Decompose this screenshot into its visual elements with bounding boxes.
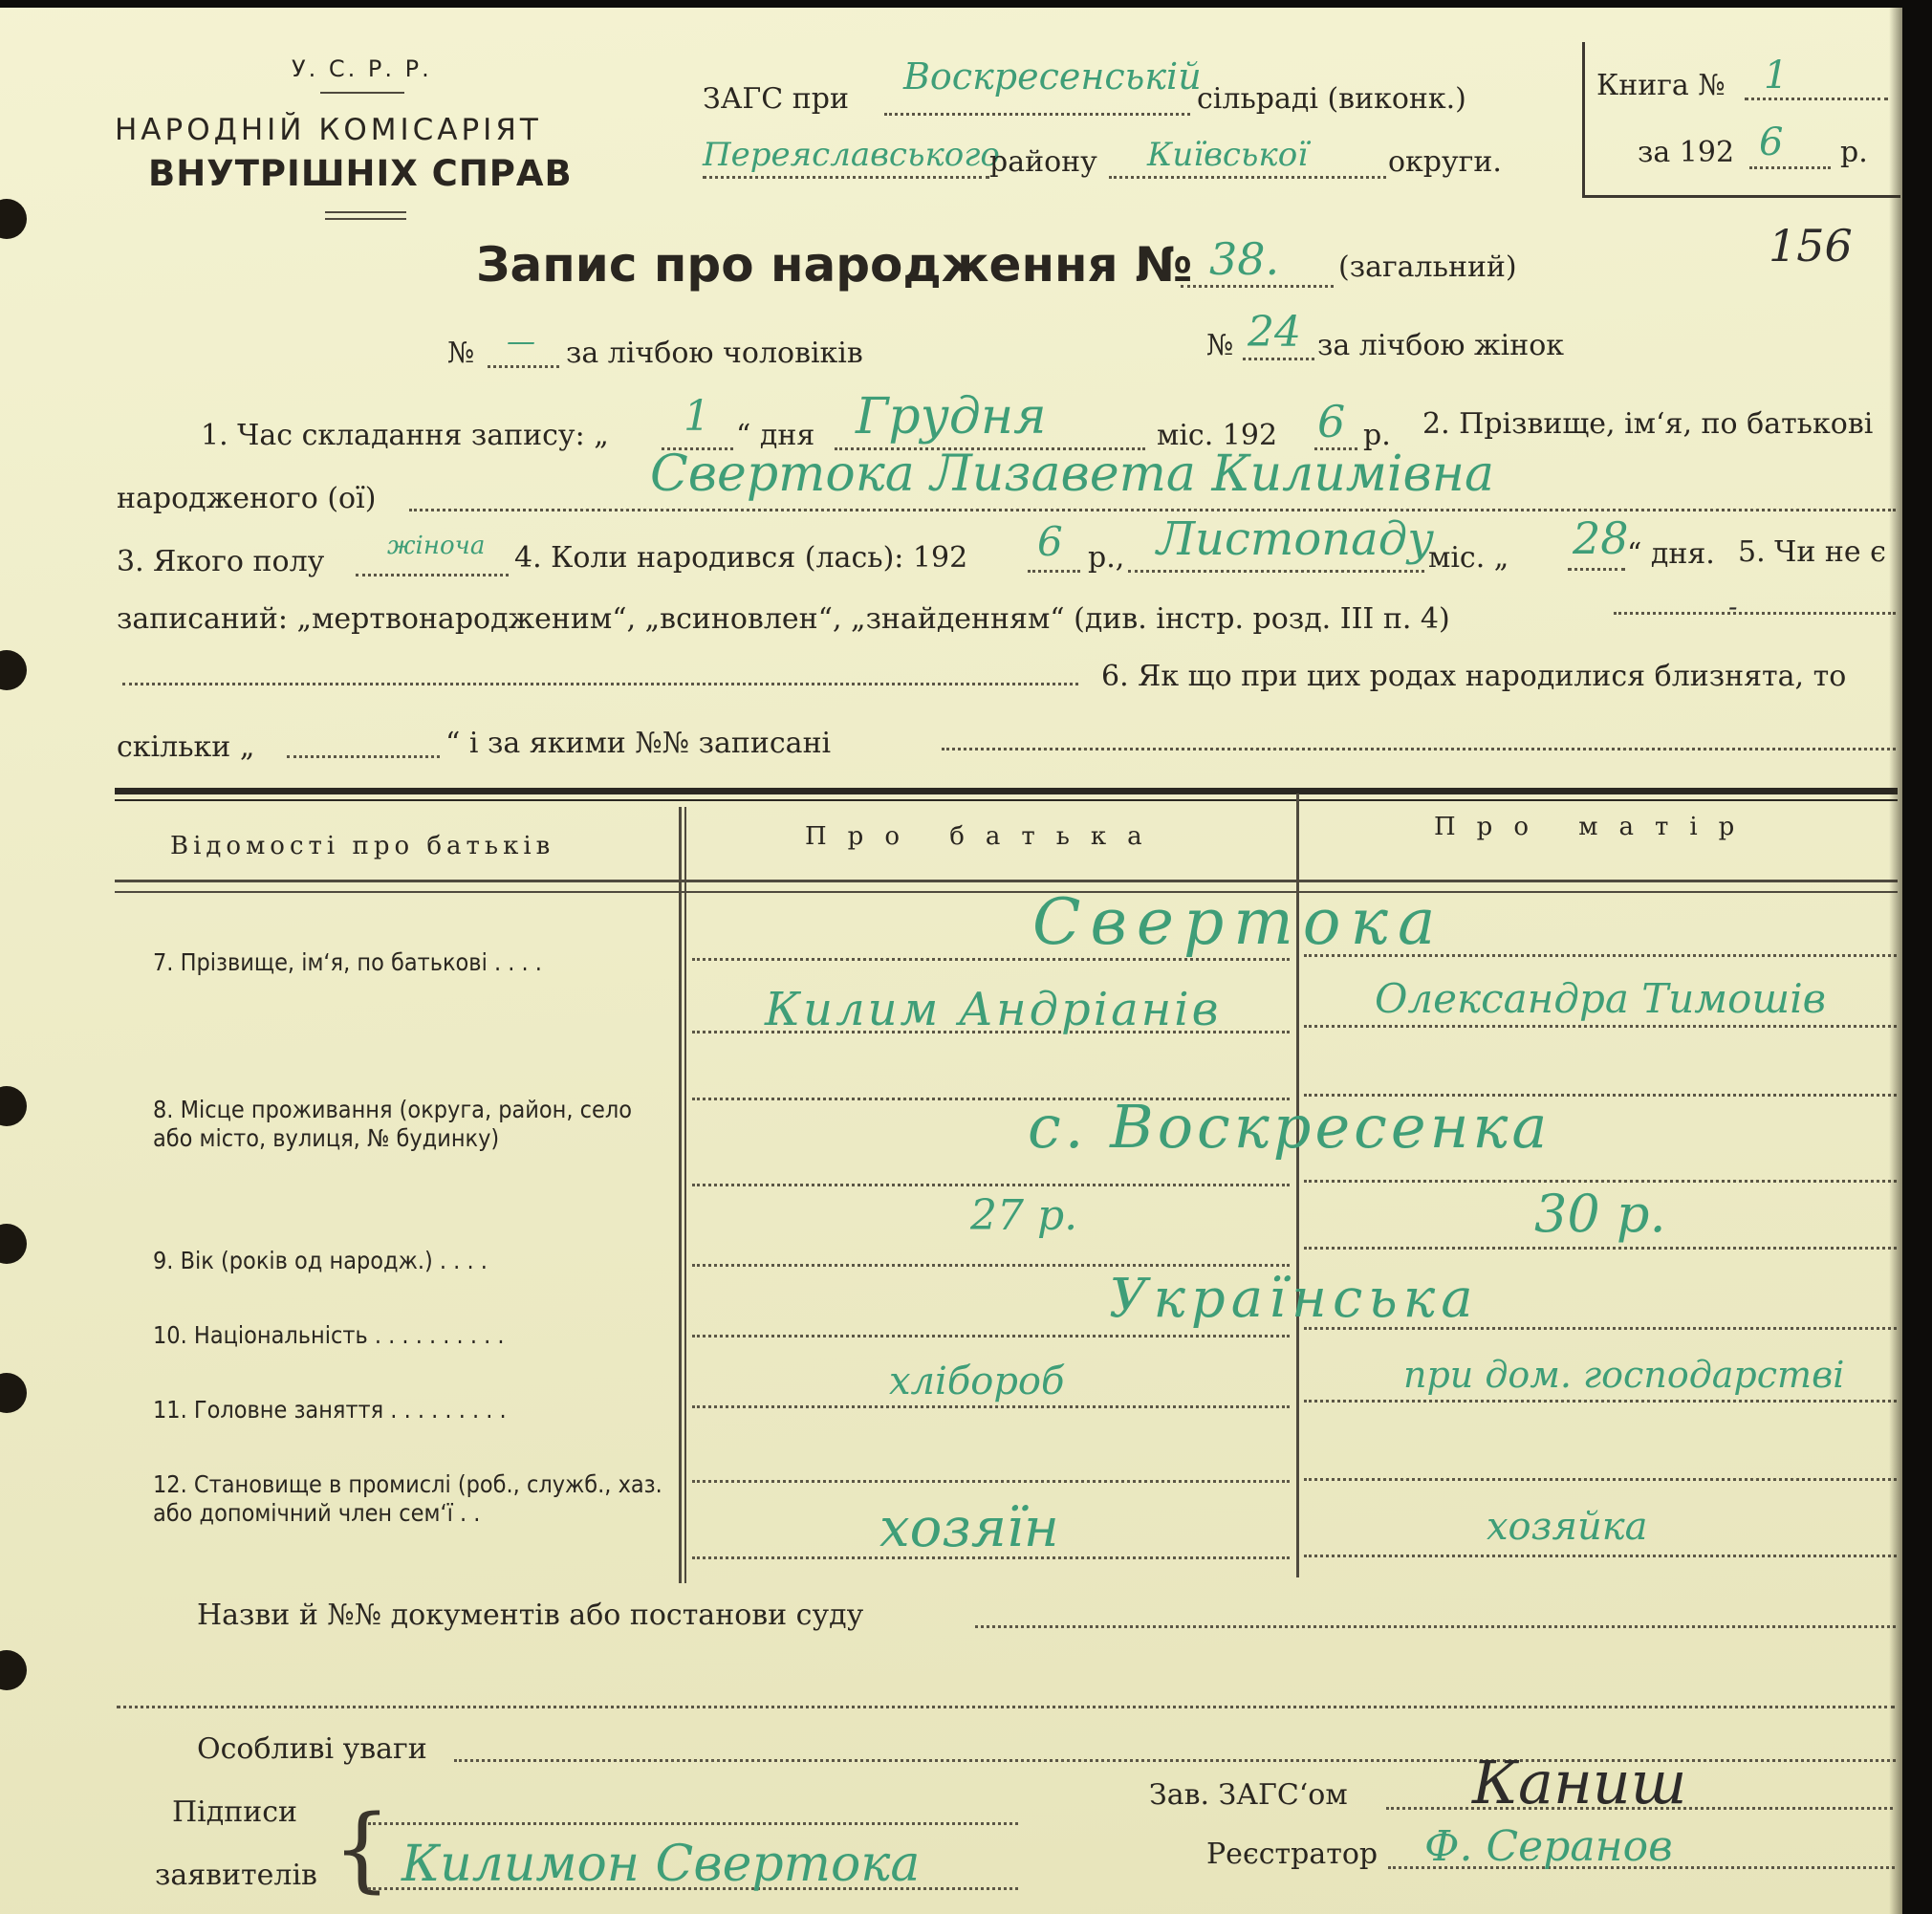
father-name: Килим Андріанів — [765, 983, 1222, 1036]
ussr-label: У. С. Р. Р. — [292, 55, 432, 82]
q2-label: 2. Прізвище, ім‘я, по батькові — [1422, 407, 1874, 441]
fill-line — [1304, 1555, 1897, 1557]
q1-month: Грудня — [856, 388, 1047, 446]
fill-line — [692, 1335, 1290, 1338]
fill-line — [1749, 166, 1831, 169]
fill-line — [1304, 1400, 1897, 1403]
q1-day: 1 — [684, 392, 710, 441]
q3-label: 3. Якого полу — [117, 545, 325, 578]
fill-line — [692, 1405, 1290, 1408]
registrar-signature: Ф. Серанов — [1424, 1822, 1673, 1871]
q6-cont-b: “ і за якими №№ записані — [445, 727, 832, 760]
row-label-nationality: 10. Національність . . . . . . . . . . — [153, 1321, 505, 1349]
fill-line — [1243, 358, 1314, 360]
divider — [325, 211, 406, 213]
mother-occupation: при дом. господарстві — [1403, 1354, 1845, 1396]
fill-line — [1614, 612, 1896, 615]
zags-suffix: сільраді (виконк.) — [1197, 82, 1466, 116]
q5-value: - — [1728, 591, 1738, 622]
book-value: 1 — [1764, 54, 1789, 98]
father-status: хозяїн — [879, 1497, 1059, 1559]
fill-line — [117, 1706, 1895, 1708]
year-value: 6 — [1759, 120, 1784, 164]
district-value: Переяславського — [703, 136, 1000, 174]
mother-name: Олександра Тимошів — [1375, 975, 1827, 1022]
fill-line — [703, 176, 989, 179]
record-title: Запис про народження № — [476, 237, 1193, 293]
fill-line — [287, 755, 440, 758]
q1-label: 1. Час складання запису: „ — [201, 419, 609, 452]
book-box — [1582, 42, 1900, 198]
head-label: Зав. ЗАГС‘ом — [1149, 1778, 1348, 1812]
documents-label: Назви й №№ документів або постанови суду — [197, 1599, 864, 1632]
remarks-label: Особливі уваги — [197, 1732, 427, 1766]
fill-line — [122, 683, 1078, 685]
divider — [325, 218, 406, 220]
ministry-line1: НАРОДНІЙ КОМІСАРІЯТ — [115, 113, 542, 147]
fill-line — [692, 1184, 1290, 1186]
mother-age: 30 р. — [1534, 1184, 1666, 1244]
fill-line — [1028, 570, 1080, 573]
fill-line — [1304, 1247, 1897, 1250]
q4-month: Листопаду — [1157, 512, 1435, 566]
table-top-rule — [115, 799, 1898, 801]
female-no: № — [1206, 329, 1234, 362]
fill-line — [1128, 570, 1424, 573]
row-label-residence: 8. Місце проживання (округа, район, село або місто, вулиця, № будинку) — [153, 1096, 633, 1152]
mother-status: хозяйка — [1487, 1505, 1648, 1549]
applicants-label: заявителів — [155, 1859, 317, 1892]
table-top-rule — [115, 788, 1898, 794]
fill-line — [409, 509, 1896, 511]
q1-day-close: “ дня — [736, 419, 815, 452]
residence: с. Воскресенка — [1028, 1092, 1552, 1162]
q4-day: 28 — [1573, 512, 1629, 564]
fill-line — [1109, 176, 1386, 179]
q4-day-label: “ дня. — [1627, 537, 1715, 571]
father-occupation: хлібороб — [889, 1359, 1065, 1403]
okrug-value: Київської — [1147, 136, 1309, 174]
q4-month-label: міс. „ — [1428, 541, 1509, 575]
zags-prefix: ЗАГС при — [703, 82, 849, 116]
q3-value: жіноча — [387, 532, 486, 560]
header-father: Про батька — [805, 822, 1163, 851]
q4-year: 6 — [1037, 518, 1063, 565]
fill-line — [356, 574, 509, 576]
q4-year-suffix: р., — [1088, 541, 1125, 575]
record-general: (загальний) — [1338, 250, 1517, 284]
fill-line — [1181, 285, 1334, 288]
district-label: району — [989, 145, 1097, 179]
row-label-name: 7. Прізвище, ім‘я, по батькові . . . . — [153, 948, 542, 976]
fill-line — [1568, 568, 1625, 571]
row-label-status: 12. Становище в промислі (роб., служб., хаз. або допомічний член сем‘ї . . — [153, 1470, 662, 1527]
header-parents-info: Відомості про батьків — [170, 832, 555, 860]
fill-line — [368, 1822, 1018, 1825]
q2-cont: народженого (ої) — [117, 482, 377, 515]
fill-line — [942, 748, 1896, 750]
q1-year-suffix: р. — [1363, 419, 1391, 452]
q1-month-label: міс. 192 — [1157, 419, 1278, 452]
okrug-label: округи. — [1388, 145, 1502, 179]
table-header-rule — [115, 880, 1898, 882]
fill-line — [692, 1480, 1290, 1483]
row-label-occupation: 11. Головне заняття . . . . . . . . . — [153, 1396, 507, 1424]
signatures-label: Підписи — [172, 1795, 298, 1829]
fill-line — [1745, 98, 1888, 100]
table-header-rule — [115, 891, 1898, 893]
female-label: за лічбою жінок — [1317, 329, 1565, 362]
page-edge-shadow — [1889, 8, 1902, 1914]
row-label-age: 9. Вік (років од народж.) . . . . — [153, 1247, 488, 1274]
divider — [320, 92, 404, 94]
head-signature: Каниш — [1472, 1748, 1687, 1817]
fill-line — [1304, 1025, 1897, 1028]
record-number: 38. — [1209, 233, 1280, 285]
ministry-line2: ВНУТРІШНІХ СПРАВ — [148, 153, 573, 194]
female-count: 24 — [1248, 308, 1301, 357]
fill-line — [692, 1264, 1290, 1267]
q6-cont-a: скільки „ — [117, 730, 255, 764]
zags-value: Воскресенськiй — [903, 55, 1202, 98]
book-label: Книга № — [1596, 69, 1726, 102]
q5-label: 5. Чи не є — [1738, 535, 1886, 569]
binder-hole — [0, 1373, 27, 1413]
q6-label: 6. Як що при цих родах народилися близнята, то — [1101, 660, 1847, 693]
header-mother: Про матір — [1434, 813, 1756, 841]
fill-line — [1304, 1180, 1897, 1183]
table-col-rule — [679, 807, 682, 1583]
male-count: — — [507, 325, 535, 359]
binder-hole — [0, 1224, 27, 1264]
registrar-label: Реєстратор — [1206, 1838, 1378, 1871]
father-age: 27 р. — [970, 1191, 1078, 1240]
applicant-signature: Килимон Свертока — [402, 1836, 921, 1893]
male-label: за лічбою чоловіків — [566, 337, 863, 370]
year-prefix: за 192 — [1638, 136, 1735, 169]
parents-surname: Свертока — [1032, 885, 1445, 959]
q1-year: 6 — [1317, 396, 1346, 447]
fill-line — [488, 365, 559, 368]
year-suffix: р. — [1840, 136, 1868, 169]
fill-line — [884, 113, 1190, 116]
binder-hole — [0, 1086, 27, 1126]
q5-cont: записаний: „мертвонародженим“, „всиновлен“, „знайденням“ (див. інстр. розд. III п. 4) — [117, 602, 1450, 636]
fill-line — [975, 1625, 1896, 1628]
margin-number: 156 — [1769, 220, 1853, 272]
binder-hole — [0, 1650, 27, 1690]
fill-line — [1304, 1478, 1897, 1481]
q4-label: 4. Коли народився (лась): 192 — [514, 541, 968, 575]
child-name: Свертока Лизавета Килимівна — [650, 446, 1495, 503]
nationality: Українська — [1109, 1268, 1479, 1330]
registry-page — [0, 8, 1902, 1914]
binder-hole — [0, 650, 27, 690]
male-no: № — [447, 337, 475, 370]
binder-hole — [0, 199, 27, 239]
table-col-rule — [684, 807, 686, 1583]
signature-brace: { — [333, 1795, 392, 1903]
